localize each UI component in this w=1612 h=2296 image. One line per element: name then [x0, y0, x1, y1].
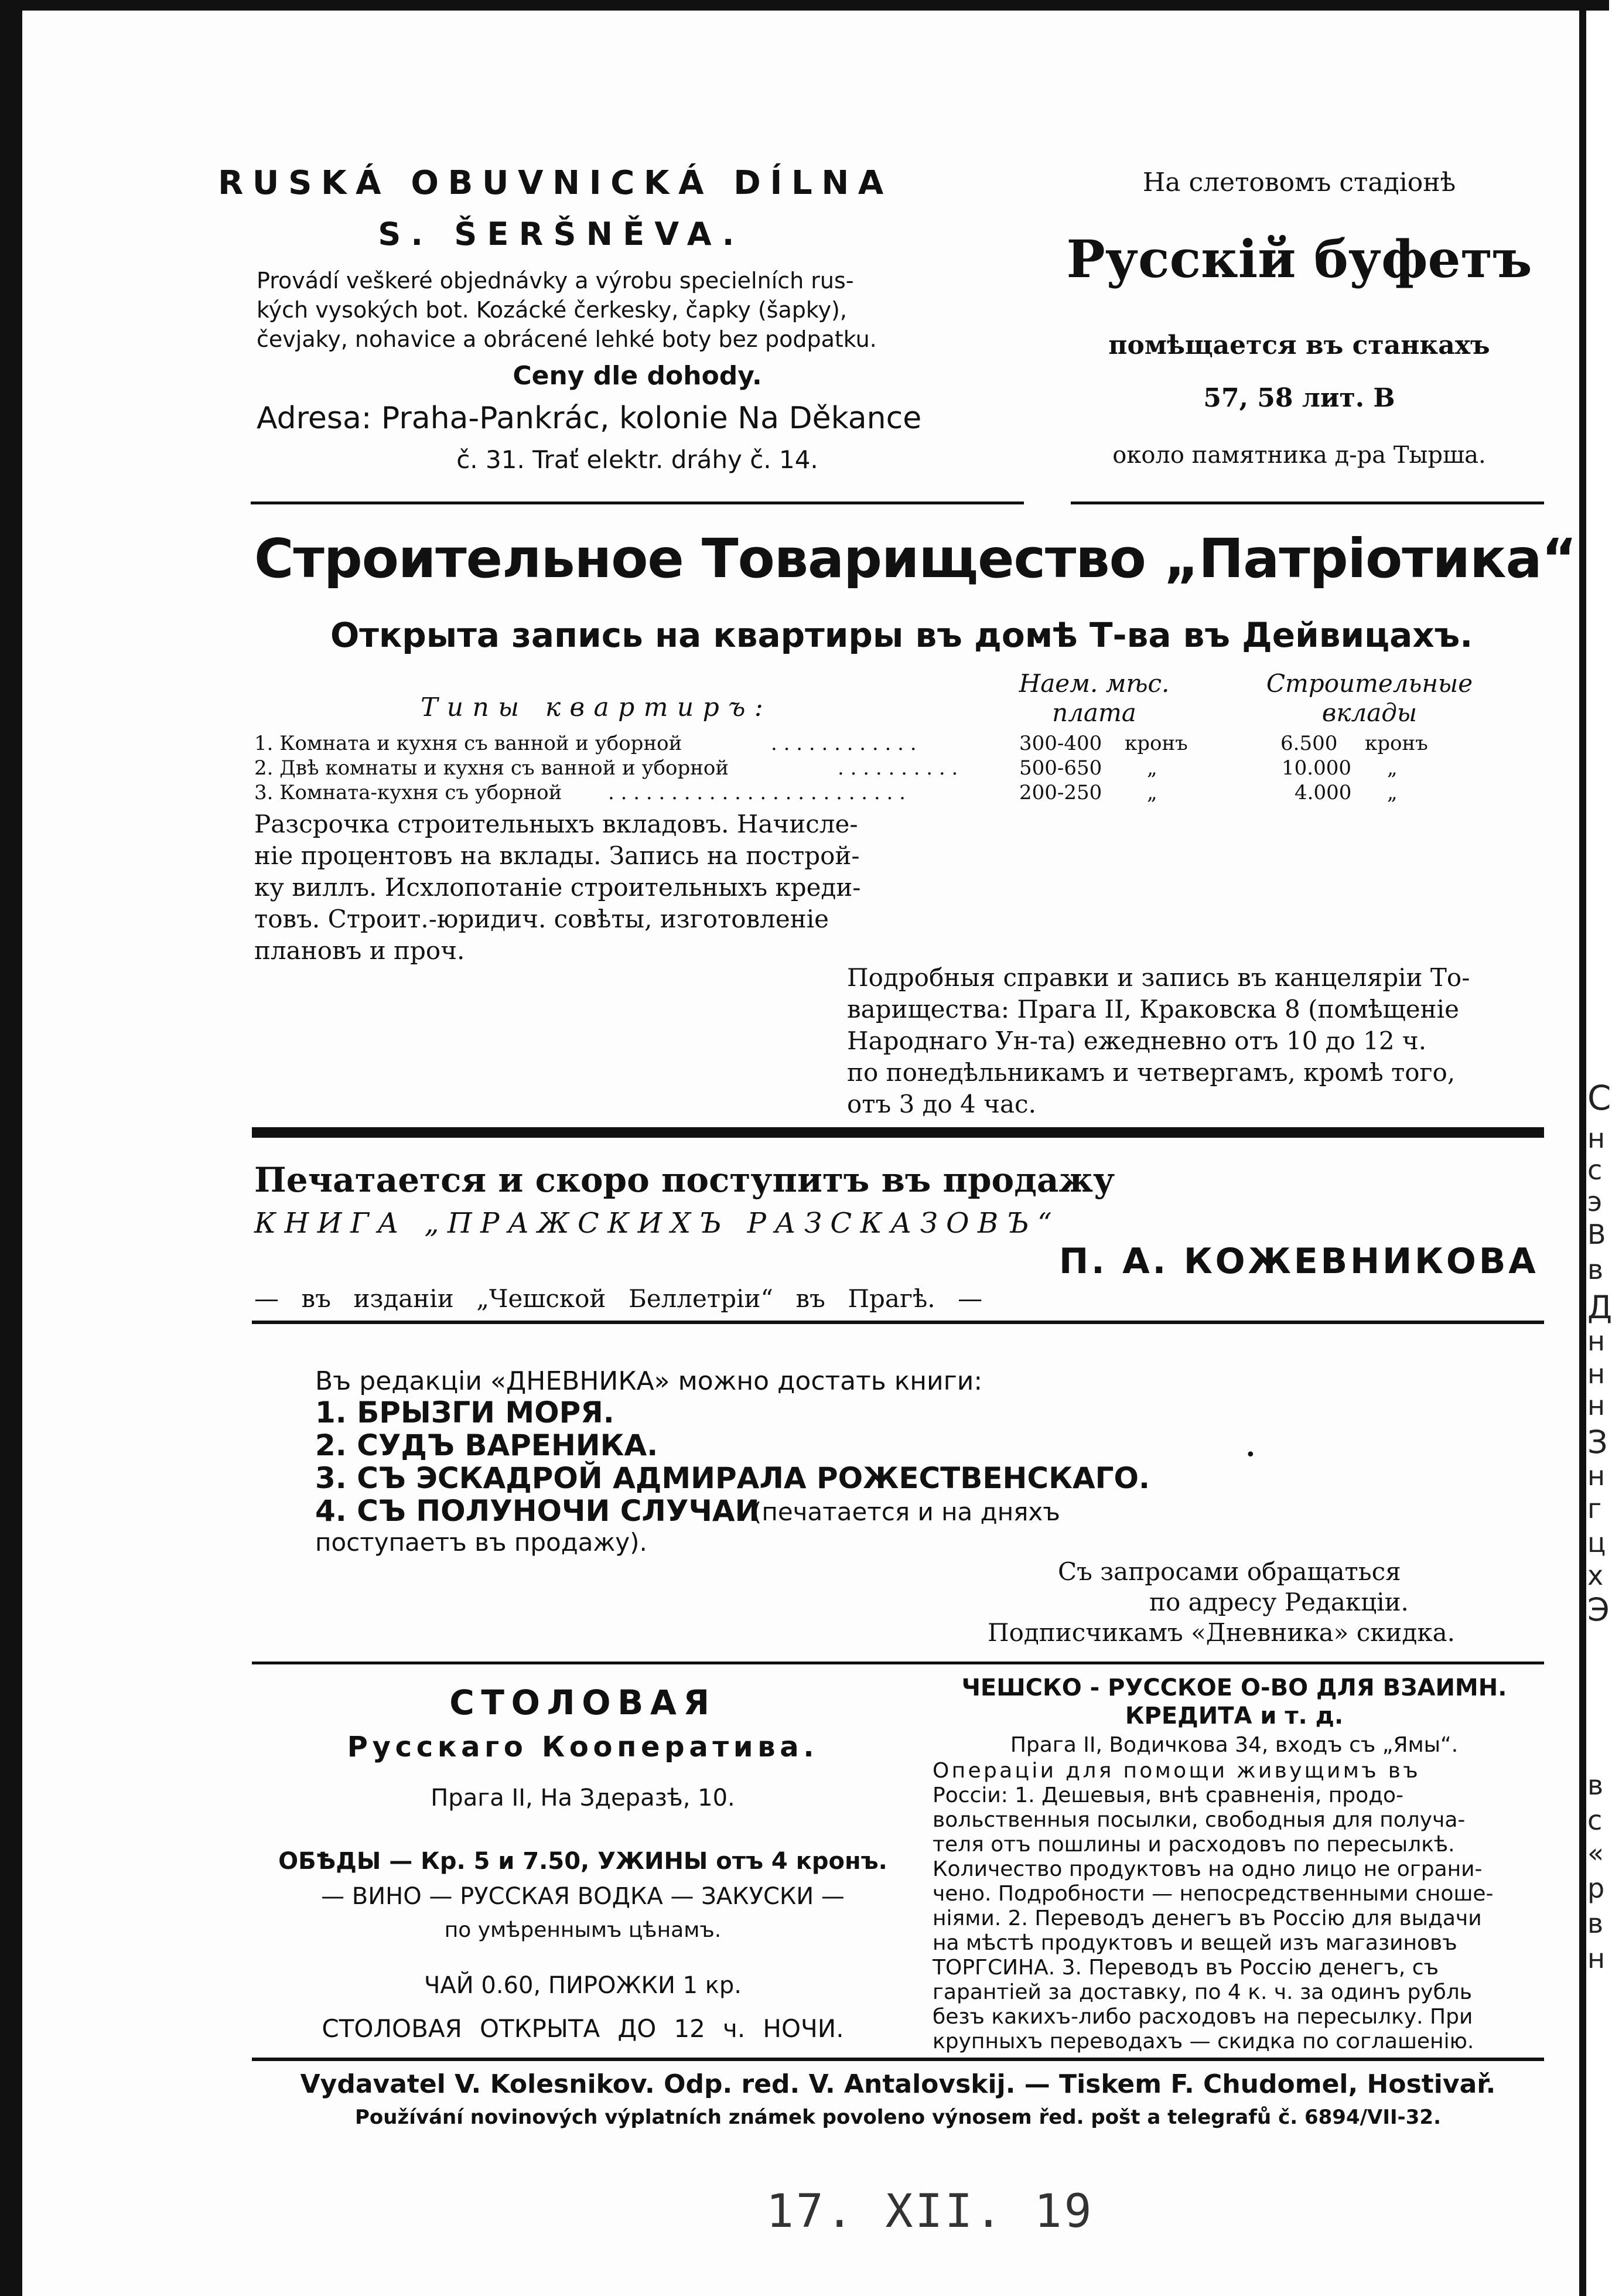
margin-letter: ц — [1587, 1527, 1606, 1558]
row-leaders: . . . . . . . . . . . . . . . . . . . . . . . . — [608, 781, 906, 804]
book-ad-line1: Печатается и скоро поступитъ въ продажу — [254, 1160, 1115, 1200]
shoe-ad-body-2: kých vysokých bot. Kozácké čerkesky, čapky (šapky), — [257, 297, 847, 323]
credit-body-1: Операціи для помощи живущимъ въ — [933, 1759, 1421, 1783]
row-leaders: . . . . . . . . . . — [838, 756, 958, 780]
buffet-ad-line3: 57, 58 лит. В — [1203, 383, 1395, 413]
margin-letter: в — [1587, 1769, 1604, 1801]
shoe-ad-body-1: Provádí veškeré objednávky a výrobu specielních rus- — [257, 268, 854, 294]
row-leaders: . . . . . . . . . . . . — [771, 732, 917, 755]
canteen-hours: СТОЛОВАЯ ОТКРЫТА ДО 12 ч. НОЧИ. — [322, 2014, 844, 2043]
rule-above-canteen — [252, 1662, 949, 1664]
diary-intro: Въ редакціи «ДНЕВНИКА» можно достать книги: — [315, 1366, 983, 1396]
credit-body-2: Россіи: 1. Дешевыя, внѣ сравненія, продо- — [933, 1783, 1404, 1807]
margin-letter: н — [1587, 1123, 1606, 1154]
diary-contact-2: по адресу Редакціи. — [1149, 1588, 1409, 1616]
buffet-ad-title: Русскій буфетъ — [1066, 228, 1532, 289]
credit-title-2: КРЕДИТА и т. д. — [1125, 1703, 1344, 1729]
diary-book-4-note-2: поступаетъ въ продажу). — [315, 1528, 647, 1557]
rule-above-footer — [252, 2058, 1544, 2061]
archive-date-stamp: 17. XII. 19 — [766, 2185, 1094, 2238]
canteen-menu-1: ОБѢДЫ — Кр. 5 и 7.50, УЖИНЫ отъ 4 кронъ. — [278, 1848, 887, 1875]
buffet-ad-line4: около памятника д-ра Тырша. — [1112, 442, 1486, 469]
row-type: 2. Двѣ комнаты и кухня съ ванной и уборной — [254, 756, 729, 780]
diary-book-3: 3. СЪ ЭСКАДРОЙ АДМИРАЛА РОЖЕСТВЕНСКАГО. — [315, 1461, 1150, 1495]
buffet-ad-line2: помѣщается въ станкахъ — [1108, 330, 1490, 360]
row-type: 3. Комната-кухня съ уборной — [254, 781, 562, 804]
shoe-ad-prices: Ceny dle dohody. — [513, 361, 762, 391]
rule-above-credit — [924, 1662, 1544, 1664]
col-header-deposit-2: вклады — [1321, 698, 1418, 727]
patriotika-info-3: Народнаго Ун-та) ежедневно отъ 10 до 12 ч. — [847, 1026, 1427, 1055]
row-deposit: 4.000 — [1295, 781, 1352, 804]
credit-body-12: крупныхъ переводахъ — скидка по соглашенію. — [933, 2029, 1474, 2053]
book-ad-line2: КНИГА „ПРАЖСКИХЪ РАЗСКАЗОВЪ“ — [254, 1207, 1061, 1240]
row-rent-unit: „ — [1147, 781, 1157, 804]
margin-letter: х — [1587, 1560, 1604, 1591]
credit-address: Прага II, Водичкова 34, входъ съ „Ямы“. — [1010, 1733, 1459, 1757]
shoe-ad-title: RUSKÁ OBUVNICKÁ DÍLNA — [218, 164, 893, 202]
row-rent: 500-650 — [1019, 756, 1102, 780]
table-row — [22, 756, 1579, 780]
patriotika-body-1: Разсрочка строительныхъ вкладовъ. Начисле- — [254, 810, 858, 838]
diary-book-2: 2. СУДЪ ВАРЕНИКА. — [315, 1428, 658, 1462]
margin-letter: н — [1587, 1358, 1606, 1390]
rule-under-buffet-ad — [1071, 501, 1544, 504]
shoe-ad-body-3: čevjaky, nohavice a obrácené lehké boty bez podpatku. — [257, 326, 877, 352]
margin-letter: Д — [1587, 1289, 1612, 1326]
patriotika-info-1: Подробныя справки и запись въ канцеляріи То- — [847, 963, 1470, 992]
footer-postal-notice: Používání novinových výplatních známek povoleno výnosem řed. pošt a telegrafů č. 6894/VII-32. — [355, 2106, 1441, 2129]
scan-border-left — [0, 0, 22, 2296]
diary-book-4: 4. СЪ ПОЛУНОЧИ СЛУЧАИ — [315, 1494, 760, 1528]
canteen-menu-3: по умѣреннымъ цѣнамъ. — [444, 1918, 722, 1942]
table-row — [22, 780, 1579, 805]
canteen-subtitle: Русскаго Кооператива. — [347, 1731, 819, 1763]
book-ad-line3: — въ изданіи „Чешской Беллетріи“ въ Прагѣ. — — [254, 1284, 983, 1313]
patriotika-subtitle: Открыта запись на квартиры въ домѣ Т-ва въ Дейвицахъ. — [330, 615, 1473, 655]
diary-book-4-note: (печатается и на дняхъ — [752, 1497, 1060, 1526]
credit-body-8: на мѣстѣ продуктовъ и вещей изъ магазиновъ — [933, 1931, 1457, 1955]
row-deposit-unit: „ — [1387, 756, 1398, 780]
row-rent: 300-400 — [1019, 732, 1102, 755]
margin-letter: р — [1587, 1872, 1605, 1904]
diary-contact-3: Подписчикамъ «Дневника» скидка. — [988, 1618, 1455, 1647]
margin-letter: Э — [1587, 1591, 1610, 1628]
row-rent-unit: „ — [1147, 756, 1157, 780]
col-header-rent-1: Наем. мѣс. — [1019, 669, 1170, 698]
footer-imprint: Vydavatel V. Kolesnikov. Odp. red. V. Antalovskij. — Tiskem F. Chudomel, Hostivař. — [300, 2069, 1496, 2099]
row-rent-unit: кронъ — [1125, 732, 1188, 755]
book-ad-author: П. А. КОЖЕВНИКОВА — [1059, 1241, 1539, 1282]
margin-letter: э — [1587, 1186, 1603, 1217]
col-header-types: Типы квартиръ: — [421, 692, 773, 722]
row-deposit-unit: кронъ — [1365, 732, 1428, 755]
credit-body-6: чено. Подробности — непосредственными сноше- — [933, 1882, 1494, 1906]
canteen-menu-4: ЧАЙ 0.60, ПИРОЖКИ 1 кр. — [424, 1972, 742, 1999]
buffet-ad-line1: На слетовомъ стадіонѣ — [1142, 168, 1456, 197]
margin-letter: с — [1587, 1804, 1603, 1836]
row-deposit: 10.000 — [1282, 756, 1351, 780]
margin-letter: н — [1587, 1943, 1606, 1974]
patriotika-info-5: отъ 3 до 4 час. — [847, 1090, 1036, 1118]
row-deposit-unit: „ — [1387, 781, 1398, 804]
newspaper-page — [22, 11, 1579, 2296]
credit-body-11: безъ какихъ-либо расходовъ на пересылку. При — [933, 2005, 1473, 2029]
diary-contact-1: Съ запросами обращаться — [1058, 1557, 1401, 1586]
shoe-ad-address: Adresa: Praha-Pankrác, kolonie Na Děkance — [257, 401, 922, 436]
credit-title-1: ЧЕШСКО - РУССКОЕ О-ВО ДЛЯ ВЗАИМН. — [961, 1674, 1507, 1701]
ink-speck: • — [1245, 1445, 1256, 1465]
credit-body-10: гарантіей за доставку, по 4 к. ч. за одинъ рубль — [933, 1980, 1473, 2004]
margin-letter: н — [1587, 1460, 1606, 1492]
scan-border-right — [1579, 0, 1586, 2296]
rule-under-book-ad — [252, 1321, 1544, 1324]
canteen-menu-2: — ВИНО — РУССКАЯ ВОДКА — ЗАКУСКИ — — [321, 1883, 845, 1910]
credit-body-5: Количество продуктовъ на одно лицо не ограни- — [933, 1857, 1483, 1881]
credit-body-4: теля отъ пошлины и расходовъ по пересылкѣ. — [933, 1833, 1455, 1857]
credit-body-7: ніями. 2. Переводъ денегъ въ Россію для выдачи — [933, 1906, 1482, 1930]
margin-letter: С — [1587, 1078, 1611, 1118]
patriotika-body-2: ніе процентовъ на вклады. Запись на построй- — [254, 841, 860, 870]
margin-letter: с — [1587, 1154, 1603, 1186]
margin-letter: н — [1587, 1325, 1606, 1357]
canteen-title: СТОЛОВАЯ — [449, 1683, 716, 1722]
table-row — [22, 731, 1579, 756]
margin-letter: З — [1587, 1424, 1608, 1461]
rule-under-shoe-ad — [251, 501, 1024, 504]
col-header-deposit-1: Строительные — [1266, 669, 1473, 698]
shoe-ad-address-2: č. 31. Trať elektr. dráhy č. 14. — [456, 445, 818, 474]
scan-border-top — [0, 0, 1609, 11]
patriotika-title: Строительное Товарищество „Патріотика“ — [254, 527, 1577, 590]
row-type: 1. Комната и кухня съ ванной и уборной — [254, 732, 682, 755]
patriotika-info-2: варищества: Прага II, Краковска 8 (помѣщеніе — [847, 995, 1459, 1024]
row-rent: 200-250 — [1019, 781, 1102, 804]
credit-body-3: вольственныя посылки, свободныя для получа- — [933, 1808, 1466, 1832]
margin-letter: г — [1587, 1493, 1602, 1524]
margin-letter: в — [1587, 1254, 1604, 1285]
shoe-ad-owner: S. ŠERŠNĚVA. — [378, 216, 744, 253]
margin-letter: н — [1587, 1390, 1606, 1421]
margin-letter: « — [1587, 1837, 1604, 1869]
row-deposit: 6.500 — [1280, 732, 1338, 755]
margin-letter: в — [1587, 1908, 1604, 1939]
thick-rule-1 — [252, 1127, 1544, 1138]
canteen-address: Прага II, На Здеразѣ, 10. — [431, 1785, 735, 1811]
col-header-rent-2: плата — [1052, 698, 1136, 727]
credit-body-9: ТОРГСИНА. 3. Переводъ въ Россію денегъ, съ — [933, 1956, 1439, 1980]
patriotika-info-4: по понедѣльникамъ и четвергамъ, кромѣ того, — [847, 1058, 1456, 1087]
patriotika-body-5: плановъ и проч. — [254, 936, 465, 965]
diary-book-1: 1. БРЫЗГИ МОРЯ. — [315, 1396, 614, 1430]
patriotika-body-3: ку виллъ. Исхлопотаніе строительныхъ креди- — [254, 873, 861, 902]
margin-letter: В — [1587, 1219, 1606, 1250]
patriotika-body-4: товъ. Строит.-юридич. совѣты, изготовленіе — [254, 905, 829, 933]
